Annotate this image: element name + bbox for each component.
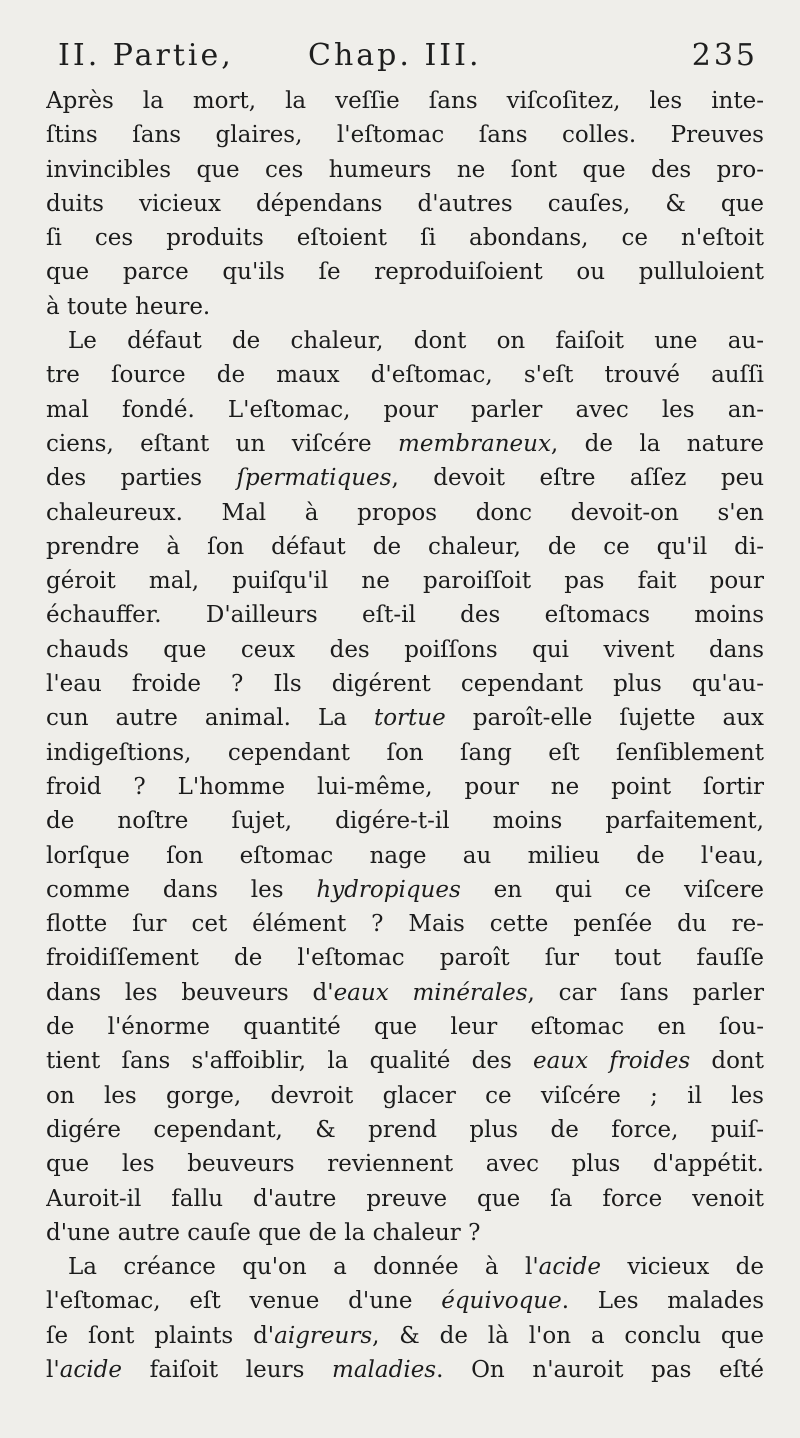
- text-line: [46, 530, 764, 564]
- italic-segment: ſpermatiques: [236, 465, 392, 492]
- text-line: [46, 118, 764, 152]
- italic-segment: eaux minérales: [333, 979, 528, 1006]
- text-line: [46, 255, 764, 289]
- text-line: [46, 804, 764, 838]
- italic-segment: tortue: [373, 705, 446, 732]
- text-segment: l'eau froide ? Ils digérent cependant plus qu'au-: [46, 671, 764, 698]
- text-line: [46, 290, 764, 324]
- text-segment: en qui ce viſcere: [460, 876, 764, 903]
- header-chapter: Chap. III.: [308, 38, 482, 73]
- text-segment: tient ſans s'affoiblir, la qualité des: [46, 1048, 533, 1075]
- text-line: [46, 1284, 764, 1318]
- text-segment: des parties: [46, 465, 237, 492]
- text-line: [46, 1147, 764, 1181]
- text-segment: d'une autre cauſe que de la chaleur ?: [46, 1219, 481, 1246]
- text-segment: La créance qu'on a donnée à l': [68, 1254, 539, 1281]
- text-line: [46, 221, 764, 255]
- text-line: [46, 324, 764, 358]
- text-segment: digére cependant, & prend plus de force, puiſ-: [46, 1116, 764, 1143]
- text-segment: Auroit-il fallu d'autre preuve que ſa force venoit: [46, 1185, 764, 1212]
- italic-segment: acide: [538, 1254, 601, 1281]
- text-line: [46, 839, 764, 873]
- text-line: [46, 1182, 764, 1216]
- running-header: [58, 38, 758, 88]
- italic-segment: maladies: [332, 1356, 437, 1383]
- text-line: [46, 461, 764, 495]
- text-line: [46, 427, 764, 461]
- text-segment: dans les beuveurs d': [46, 979, 334, 1006]
- page-number: 235: [691, 38, 758, 73]
- text-segment: dont: [690, 1048, 764, 1075]
- text-segment: chauds que ceux des poiſſons qui vivent dans: [46, 636, 764, 663]
- text-line: [46, 976, 764, 1010]
- text-line: [46, 1250, 764, 1284]
- text-line: [46, 667, 764, 701]
- text-line: [46, 1079, 764, 1113]
- text-segment: faiſoit leurs: [121, 1356, 333, 1383]
- text-line: [46, 873, 764, 907]
- italic-segment: hydropiques: [316, 876, 461, 903]
- text-line: [46, 1216, 764, 1250]
- text-line: [46, 358, 764, 392]
- text-segment: de l'énorme quantité que leur eſtomac en ſou-: [46, 1014, 764, 1041]
- text-segment: . On n'auroit pas eſté: [436, 1356, 764, 1383]
- text-line: [46, 598, 764, 632]
- text-segment: chaleureux. Mal à propos donc devoit-on s'en: [46, 499, 764, 526]
- text-segment: de noſtre ſujet, digére-t-il moins parfaitement,: [46, 808, 764, 835]
- text-segment: l': [46, 1356, 60, 1383]
- text-segment: ſi ces produits eſtoient ſi abondans, ce n'eſtoit: [46, 225, 764, 252]
- text-segment: , & de là l'on a conclu que: [372, 1322, 764, 1349]
- text-segment: ſtins ſans glaires, l'eſtomac ſans colles. Preuves: [46, 122, 764, 149]
- text-segment: que les beuveurs reviennent avec plus d'appétit.: [46, 1151, 764, 1178]
- text-segment: indigeſtions, cependant ſon ſang eſt ſenſiblement: [46, 739, 764, 766]
- text-line: [46, 701, 764, 735]
- text-line: [46, 941, 764, 975]
- text-segment: prendre à ſon défaut de chaleur, de ce qu'il di-: [46, 533, 764, 560]
- text-line: [46, 1010, 764, 1044]
- text-line: [46, 1044, 764, 1078]
- text-segment: l'eſtomac, eſt venue d'une: [46, 1288, 442, 1315]
- text-segment: lorſque ſon eſtomac nage au milieu de l'eau,: [46, 842, 764, 869]
- text-line: [46, 153, 764, 187]
- text-line: [46, 736, 764, 770]
- text-segment: cun autre animal. La: [46, 705, 374, 732]
- text-segment: froid ? L'homme lui-même, pour ne point ſortir: [46, 773, 764, 800]
- text-segment: mal fondé. L'eſtomac, pour parler avec les an-: [46, 396, 764, 423]
- text-segment: , car ſans parler: [527, 979, 764, 1006]
- text-line: [46, 633, 764, 667]
- text-segment: Le défaut de chaleur, dont on faiſoit une au-: [68, 328, 764, 355]
- text-segment: vicieux de: [600, 1254, 764, 1281]
- text-segment: ciens, eſtant un viſcére: [46, 430, 399, 457]
- text-line: [46, 393, 764, 427]
- text-segment: invincibles que ces humeurs ne ſont que des pro-: [46, 156, 764, 183]
- text-segment: paroît-elle ſujette aux: [445, 705, 764, 732]
- text-segment: froidiſſement de l'eſtomac paroît ſur tout fauſſe: [46, 945, 764, 972]
- text-segment: comme dans les: [46, 876, 317, 903]
- text-segment: Après la mort, la veſſie ſans viſcoſitez, les inte-: [46, 88, 764, 114]
- italic-segment: aigreurs: [274, 1322, 373, 1349]
- text-segment: tre ſource de maux d'eſtomac, s'eſt trouvé auſſi: [46, 362, 764, 389]
- text-segment: géroit mal, puiſqu'il ne paroiſſoit pas fait pour: [46, 568, 764, 595]
- text-segment: , de la nature: [550, 430, 764, 457]
- text-line: [46, 84, 764, 118]
- text-line: [46, 187, 764, 221]
- text-segment: . Les malades: [561, 1288, 764, 1315]
- italic-segment: eaux froides: [532, 1048, 691, 1075]
- text-segment: on les gorge, devroit glacer ce viſcére ; il les: [46, 1082, 764, 1109]
- text-line: [46, 564, 764, 598]
- text-segment: duits vicieux dépendans d'autres cauſes, & que: [46, 190, 764, 217]
- text-line: [46, 1353, 764, 1387]
- text-line: [46, 496, 764, 530]
- body-text: [46, 84, 764, 1387]
- italic-segment: acide: [59, 1356, 122, 1383]
- text-segment: que parce qu'ils ſe reproduiſoient ou pulluloient: [46, 259, 764, 286]
- text-line: [46, 907, 764, 941]
- text-segment: échauffer. D'ailleurs eſt-il des eſtomacs moins: [46, 602, 764, 629]
- text-segment: ſe ſont plaints d': [46, 1322, 275, 1349]
- text-segment: , devoit eſtre aſſez peu: [391, 465, 764, 492]
- text-segment: flotte ſur cet élément ? Mais cette penſée du re-: [46, 911, 764, 938]
- italic-segment: membraneux: [398, 430, 551, 457]
- header-part: II. Partie,: [58, 38, 234, 73]
- text-line: [46, 1319, 764, 1353]
- italic-segment: équivoque: [441, 1288, 562, 1315]
- text-line: [46, 1113, 764, 1147]
- text-segment: à toute heure.: [46, 293, 211, 320]
- text-line: [46, 770, 764, 804]
